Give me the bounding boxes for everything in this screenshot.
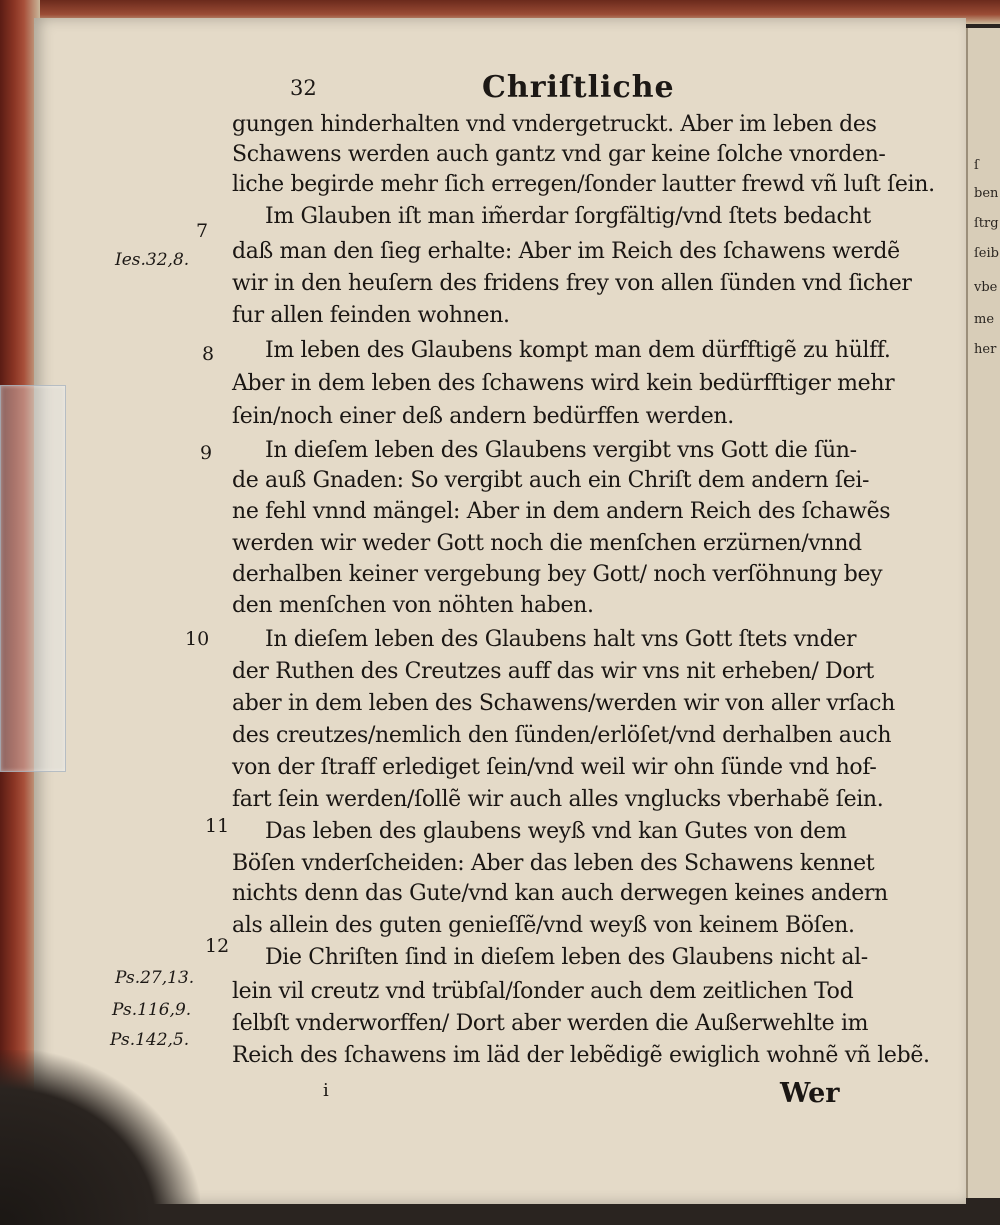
page-number: 32 (290, 76, 317, 100)
text-line: derhalben keiner vergebung bey Gott/ noch verſöhnung bey (232, 562, 883, 587)
text-line: lein vil creutz vnd trübſal/ſonder auch dem zeitlichen Tod (232, 979, 854, 1004)
next-page-fragment: me (974, 312, 995, 327)
text-line: als allein des guten genieſſẽ/vnd weyß von keinem Böſen. (232, 913, 855, 938)
text-line: In dieſem leben des Glaubens vergibt vns Gott die ſün- (265, 438, 857, 463)
text-line: des creutzes/nemlich den ſünden/erlöſet/vnd derhalben auch (232, 723, 892, 748)
text-line: ne fehl vnnd mängel: Aber in dem andern Reich des ſchawẽs (232, 499, 891, 524)
page-header (290, 70, 675, 110)
next-page-edge (966, 28, 1000, 1198)
text-line: wir in den heuſern des fridens frey von allen ſünden vnd ſicher (232, 271, 912, 296)
next-page-fragment: ſeib (974, 246, 999, 261)
catchword: Wer (780, 1078, 840, 1109)
verse-number: 7 (196, 220, 209, 242)
margin-reference: Ps.116,9. (112, 1000, 192, 1020)
margin-reference: Ps.27,13. (115, 968, 195, 988)
text-line: Die Chriſten ſind in dieſem leben des Glaubens nicht al- (265, 945, 868, 970)
margin-reference: Ies.32,8. (115, 250, 190, 270)
text-line: fart ſein werden/ſollẽ wir auch alles vnglucks vberhabẽ ſein. (232, 787, 884, 812)
text-line: aber in dem leben des Schawens/werden wir von aller vrſach (232, 691, 895, 716)
text-line: den menſchen von nöhten haben. (232, 593, 594, 618)
text-line: von der ſtraff erlediget ſein/vnd weil wir ohn ſünde vnd hof- (232, 755, 877, 780)
margin-reference: Ps.142,5. (110, 1030, 190, 1050)
text-line: Im leben des Glaubens kompt man dem dürfftigẽ zu hülff. (265, 338, 891, 363)
next-page-fragment: vbe (974, 280, 998, 295)
verse-number: 9 (200, 442, 213, 464)
text-line: Schawens werden auch gantz vnd gar keine ſolche vnorden- (232, 142, 886, 167)
thumb-shadow (0, 1050, 200, 1225)
text-line: daß man den ſieg erhalte: Aber im Reich des ſchawens werdẽ (232, 239, 900, 264)
text-line: Das leben des glaubens weyß vnd kan Gutes von dem (265, 819, 847, 844)
translucent-page-tab (0, 385, 66, 772)
text-line: ſein/noch einer deß andern bedürffen werden. (232, 404, 734, 429)
text-line: Reich des ſchawens im läd der lebẽdigẽ ewiglich wohnẽ vñ lebẽ. (232, 1043, 930, 1068)
text-line: Im Glauben iſt man im̃erdar ſorgfältig/vnd ſtets bedacht (265, 204, 871, 229)
text-line: werden wir weder Gott noch die menſchen erzürnen/vnnd (232, 531, 862, 556)
signature-mark: i (323, 1080, 329, 1101)
text-line: In dieſem leben des Glaubens halt vns Gott ſtets vnder (265, 627, 857, 652)
text-line: der Ruthen des Creutzes auff das wir vns nit erheben/ Dort (232, 659, 874, 684)
text-line: liche begirde mehr ſich erregen/ſonder lautter frewd vñ luſt ſein. (232, 172, 935, 197)
text-line: nichts denn das Gute/vnd kan auch derwegen keines andern (232, 881, 888, 906)
running-title: Chriſtliche (482, 70, 675, 105)
next-page-fragment: her (974, 342, 997, 357)
verse-number: 10 (185, 628, 210, 650)
verse-number: 11 (205, 815, 230, 837)
text-line: de auß Gnaden: So vergibt auch ein Chriſt dem andern ſei- (232, 468, 870, 493)
next-page-fragment: ben (974, 186, 999, 201)
text-line: ſelbſt vnderworffen/ Dort aber werden die Außerwehlte im (232, 1011, 869, 1036)
next-page-fragment: ſtrg (974, 216, 999, 231)
text-line: gungen hinderhalten vnd vndergetruckt. Aber im leben des (232, 112, 877, 137)
text-line: fur allen feinden wohnen. (232, 303, 510, 328)
verse-number: 12 (205, 935, 230, 957)
verse-number: 8 (202, 343, 215, 365)
text-line: Aber in dem leben des ſchawens wird kein bedürfftiger mehr (232, 371, 895, 396)
text-line: Böſen vnderſcheiden: Aber das leben des Schawens kennet (232, 851, 875, 876)
next-page-fragment: ſ (974, 158, 979, 173)
